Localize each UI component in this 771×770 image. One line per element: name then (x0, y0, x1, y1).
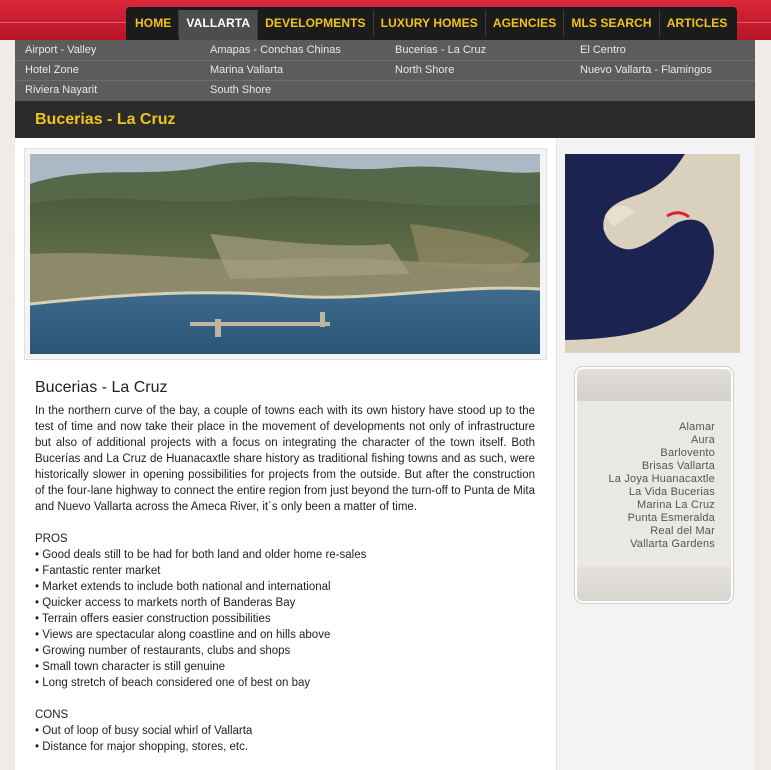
location-map-image (565, 154, 740, 353)
pros-heading: PROS (35, 533, 68, 545)
list-item: • Terrain offers easier construction possibilities (35, 611, 535, 627)
aerial-photo-image (30, 154, 540, 354)
list-item: • Out of loop of busy social whirl of Vallarta (35, 723, 535, 739)
sub-nav-link-airport-valley[interactable]: Airport - Valley (25, 44, 97, 56)
list-item: • Views are spectacular along coastline and on hills above (35, 627, 535, 643)
sub-nav-link-south-shore[interactable]: South Shore (210, 84, 272, 96)
aerial-photo (30, 154, 540, 354)
development-link-brisas-vallarta[interactable]: Brisas Vallarta (641, 460, 715, 472)
nav-home[interactable]: HOME (128, 10, 179, 37)
list-item: • Fantastic renter market (35, 563, 535, 579)
list-item: • Growing number of restaurants, clubs and shops (35, 643, 535, 659)
sub-nav-row (15, 60, 755, 81)
development-link-aura[interactable]: Aura (690, 434, 715, 446)
sub-nav-link-el-centro[interactable]: El Centro (580, 44, 626, 56)
list-item: • Market extends to include both national and international (35, 579, 535, 595)
sidebar (557, 138, 755, 770)
list-item: • Distance for major shopping, stores, etc. (35, 739, 535, 755)
nav-developments[interactable]: DEVELOPMENTS (258, 10, 374, 37)
article-body (35, 403, 535, 755)
nav-luxury-homes[interactable]: LUXURY HOMES (374, 10, 486, 37)
main-column (15, 138, 557, 770)
development-link-marina-la-cruz[interactable]: Marina La Cruz (637, 499, 715, 511)
development-link-la-joya[interactable]: La Joya Huanacaxtle (608, 473, 715, 485)
cons-list (35, 723, 535, 755)
list-item: • Long stretch of beach considered one of best on bay (35, 675, 535, 691)
nav-agencies[interactable]: AGENCIES (486, 10, 564, 37)
development-link-la-vida[interactable]: La Vida Bucerias (628, 486, 715, 498)
list-item: • Small town character is still genuine (35, 659, 535, 675)
cons-heading: CONS (35, 709, 69, 721)
photo-frame (24, 148, 547, 360)
list-item: • Quicker access to markets north of Banderas Bay (35, 595, 535, 611)
sub-nav-link-riviera-nayarit[interactable]: Riviera Nayarit (25, 84, 98, 96)
sub-nav-row (15, 80, 755, 100)
pros-list (35, 547, 535, 691)
nav-mls-search[interactable]: MLS SEARCH (564, 10, 659, 37)
content-area (15, 138, 755, 770)
development-link-barlovento[interactable]: Barlovento (660, 447, 715, 459)
sub-nav-link-bucerias[interactable]: Bucerias - La Cruz (395, 44, 487, 56)
developments-box-header (577, 369, 731, 401)
main-nav (126, 7, 737, 40)
sub-nav-link-amapas[interactable]: Amapas - Conchas Chinas (210, 44, 341, 56)
sub-nav (15, 40, 755, 101)
page-title-bar (15, 101, 755, 138)
sub-nav-row (15, 40, 755, 61)
article-title: Bucerias - La Cruz (35, 379, 168, 396)
developments-box-footer (577, 567, 731, 601)
development-link-real-del-mar[interactable]: Real del Mar (650, 525, 715, 537)
developments-box (575, 367, 733, 603)
development-link-vallarta-gardens[interactable]: Vallarta Gardens (630, 538, 715, 550)
location-map[interactable] (565, 154, 740, 353)
development-link-alamar[interactable]: Alamar (678, 421, 715, 433)
nav-articles[interactable]: ARTICLES (666, 16, 728, 30)
sub-nav-link-north-shore[interactable]: North Shore (395, 64, 455, 76)
page-title: Bucerias - La Cruz (35, 111, 176, 128)
developments-list (608, 421, 715, 551)
sub-nav-link-hotel-zone[interactable]: Hotel Zone (25, 64, 79, 76)
development-link-punta-esmeralda[interactable]: Punta Esmeralda (627, 512, 715, 524)
list-item: • Good deals still to be had for both land and older home re-sales (35, 547, 535, 563)
sub-nav-link-nuevo-vallarta[interactable]: Nuevo Vallarta - Flamingos (580, 64, 712, 76)
article-intro: In the northern curve of the bay, a couple of towns each with its own history have stood up to the test of time and now take their place in the movement of developments not only of infrastructure but also of additional projects with a focus on integrating the character of the town itself. Both Bucerías and La Cruz de Huanacaxtle share history as traditional fishing towns and as such, were historically slower in opening possibilities for projects from the outside. But after the construction of the four-lane highway to connect the entire region from just beyond the turn-off to Punta de Mita and Nuevo Vallarta across the Ameca River, it´s only been a matter of time. (35, 405, 535, 513)
sub-nav-link-marina-vallarta[interactable]: Marina Vallarta (210, 64, 284, 76)
nav-vallarta[interactable]: VALLARTA (179, 10, 258, 40)
